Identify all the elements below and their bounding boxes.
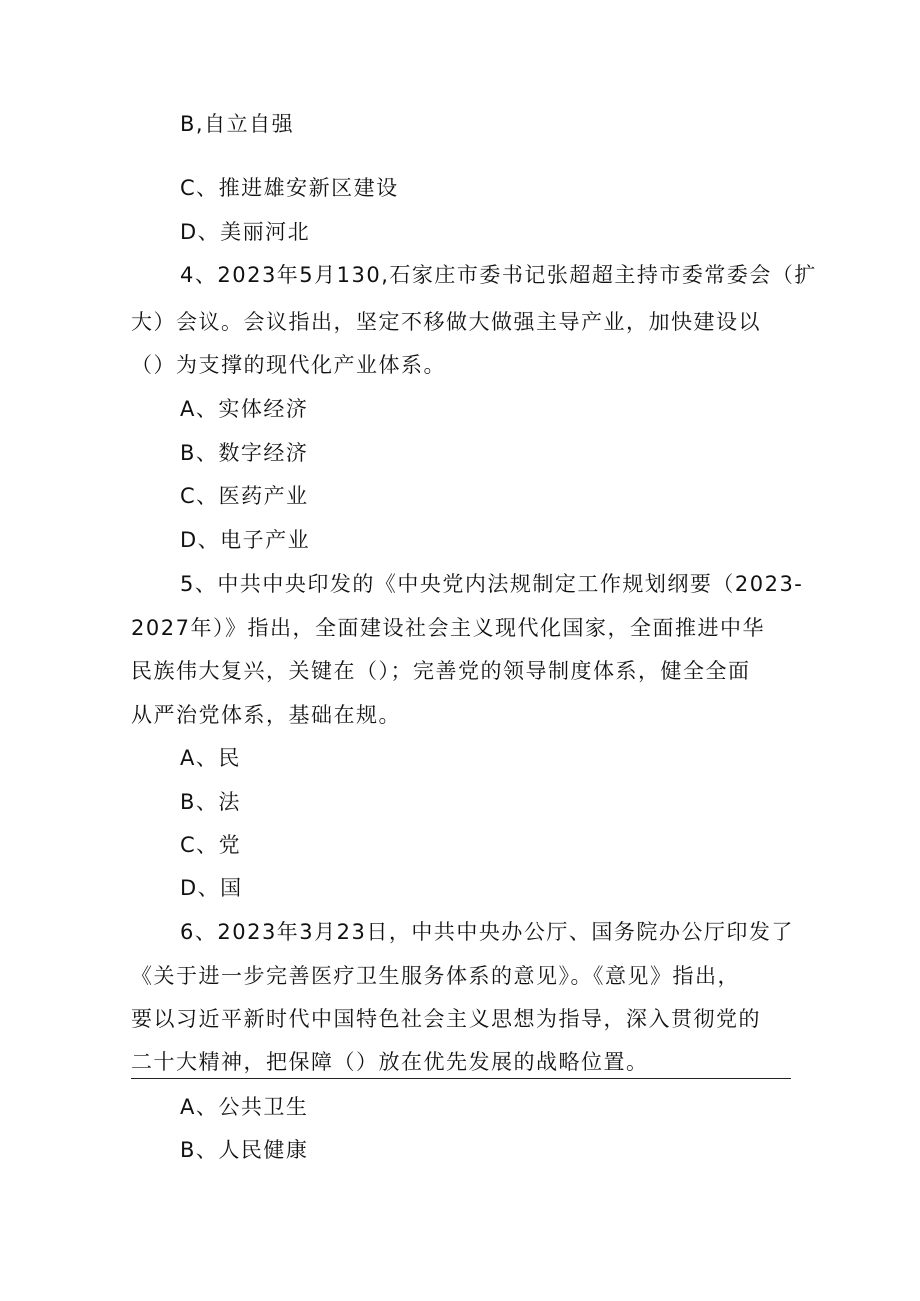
q5-option-b: B、法	[180, 790, 241, 814]
q3-option-d: D、美丽河北	[180, 220, 311, 244]
q6-option-b: B、人民健康	[180, 1138, 309, 1162]
q3-option-b: B,自立自强	[180, 112, 295, 136]
q4-option-a: A、实体经济	[180, 397, 309, 421]
q4-option-c: C、医药产业	[180, 484, 309, 508]
q5-text-line-1: 5、中共中央印发的《中央党内法规制定工作规划纲要（2023-	[180, 572, 804, 596]
q5-option-c: C、党	[180, 833, 242, 857]
q5-text-line-3: 民族伟大复兴，关键在（）；完善党的领导制度体系，健全全面	[131, 659, 751, 683]
q6-text-line-1: 6、2023年3月23日，中共中央办公厅、国务院办公厅印发了	[180, 920, 794, 944]
q6-text-line-4: 二十大精神，把保障（）放在优先发展的战略位置。	[131, 1050, 649, 1074]
q5-option-a: A、民	[180, 746, 241, 770]
q4-text-line-2: 大）会议。会议指出，坚定不移做大做强主导产业，加快建设以	[131, 310, 761, 334]
q6-text-line-3: 要以习近平新时代中国特色社会主义思想为指导，深入贯彻党的	[131, 1007, 761, 1031]
q6-option-a: A、公共卫生	[180, 1095, 309, 1119]
q4-option-b: B、数字经济	[180, 441, 309, 465]
q4-text-line-1: 4、2023年5月130,石家庄市委书记张超超主持市委常委会（扩	[180, 263, 817, 287]
q5-text-line-4: 从严治党体系，基础在规。	[131, 703, 401, 727]
q4-option-d: D、电子产业	[180, 528, 311, 552]
horizontal-rule	[131, 1078, 791, 1079]
q6-text-line-2: 《关于进一步完善医疗卫生服务体系的意见》。《意见》指出，	[131, 964, 740, 988]
q4-text-line-3: （）为支撑的现代化产业体系。	[131, 353, 446, 377]
q5-text-line-2: 2027年）》指出，全面建设社会主义现代化国家，全面推进中华	[131, 616, 765, 640]
q3-option-c: C、推进雄安新区建设	[180, 176, 399, 200]
q5-option-d: D、国	[180, 876, 243, 900]
